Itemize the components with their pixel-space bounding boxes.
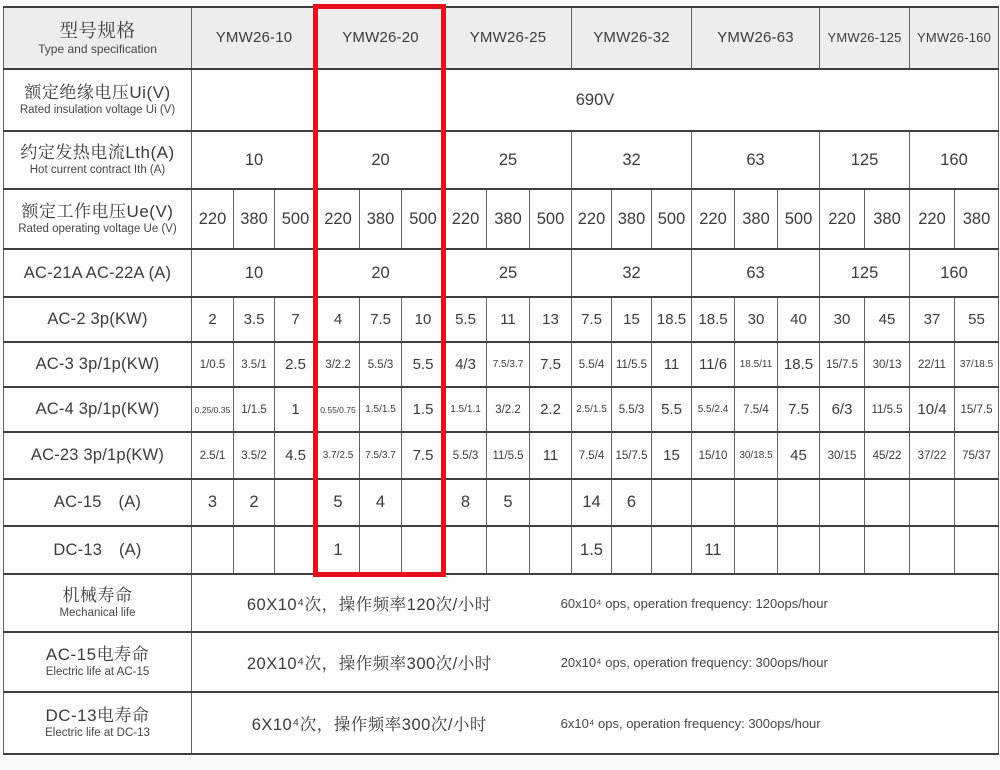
- model-header-cell: [445, 7, 572, 69]
- row-label: [4, 692, 192, 754]
- value-cell: 500: [778, 189, 820, 249]
- value-cell: 75/37: [955, 432, 999, 479]
- value-cell: 220: [692, 189, 735, 249]
- model-header-cell: [820, 7, 910, 69]
- model-name: YMW26-63: [717, 29, 794, 46]
- value-cell: [487, 526, 530, 574]
- value-cell: 3/2.2: [317, 342, 360, 387]
- row-label: [4, 189, 192, 249]
- model-header-cell: [192, 7, 317, 69]
- value-cell: [530, 526, 572, 574]
- row-label: [4, 342, 192, 387]
- value-cell: 3: [192, 479, 234, 526]
- row-label-en: Mechanical life: [59, 607, 136, 620]
- value-cell: 2: [234, 479, 275, 526]
- spec-table: [3, 6, 999, 755]
- model-header-cell: [572, 7, 692, 69]
- model-header-cell: [317, 7, 445, 69]
- row-label-text: AC-2 3p(KW): [47, 310, 148, 328]
- row-mechanical-life: [4, 574, 999, 632]
- value-cell: 7.5: [778, 387, 820, 432]
- value-cell: 220: [572, 189, 612, 249]
- group-value-cell: 160: [910, 131, 999, 189]
- group-value-cell: 125: [820, 249, 910, 297]
- row-label-text: DC-13 (A): [53, 540, 142, 559]
- row-label: [4, 432, 192, 479]
- value-cell: 7.5/3.7: [487, 342, 530, 387]
- value-cell: 37/22: [910, 432, 955, 479]
- model-name: YMW26-25: [469, 29, 547, 46]
- value-cell: 500: [530, 189, 572, 249]
- row-operating-voltage: [4, 189, 999, 249]
- row-label: [4, 131, 192, 189]
- model-name: YMW26-10: [215, 29, 293, 46]
- value-cell: [612, 526, 652, 574]
- life-text-en: 6x10⁴ ops, operation frequency: 300ops/hour: [560, 715, 821, 731]
- spec-table-wrap: [3, 6, 999, 755]
- row-ac15: [4, 479, 999, 526]
- row-dc13-electric-life: [4, 692, 999, 754]
- model-header-cell: [692, 7, 820, 69]
- value-cell: 4: [317, 297, 360, 342]
- row-label: [4, 479, 192, 526]
- value-cell: 3.5/1: [234, 342, 275, 387]
- value-cell: [910, 479, 955, 526]
- value-cell: 30: [735, 297, 778, 342]
- model-name: YMW26-125: [827, 30, 902, 45]
- value-cell: 30/15: [820, 432, 865, 479]
- value-cell: [820, 526, 865, 574]
- value-cell: [910, 526, 955, 574]
- value-cell: 500: [652, 189, 692, 249]
- value-cell: 1: [317, 526, 360, 574]
- value-cell: 45/22: [865, 432, 910, 479]
- value-cell: 220: [192, 189, 234, 249]
- value-cell: 2.2: [530, 387, 572, 432]
- value-cell: [778, 526, 820, 574]
- row-label-text: AC-4 3p/1p(KW): [35, 400, 160, 418]
- row-label-zh: 额定绝缘电压Ui(V): [24, 83, 171, 103]
- value-cell: 40: [778, 297, 820, 342]
- group-value-cell: 63: [692, 131, 820, 189]
- value-cell: 3.5: [234, 297, 275, 342]
- group-value-cell: 10: [192, 131, 317, 189]
- row-label: [4, 526, 192, 574]
- group-value-cell: 160: [910, 249, 999, 297]
- life-text-row: [192, 711, 998, 735]
- group-value-cell: 32: [572, 249, 692, 297]
- row-ac2-3p: [4, 297, 999, 342]
- value-cell: 7.5: [402, 432, 445, 479]
- value-cell: 500: [275, 189, 317, 249]
- row-label: [4, 69, 192, 131]
- value-cell: 1/0.5: [192, 342, 234, 387]
- row-label-zh: 机械寿命: [62, 586, 133, 606]
- value-cell: [402, 479, 445, 526]
- value-cell: 2: [192, 297, 234, 342]
- value-cell: 15: [612, 297, 652, 342]
- value-cell: 30/13: [865, 342, 910, 387]
- row-ac3-3p1p: [4, 342, 999, 387]
- model-name: YMW26-20: [342, 29, 419, 46]
- row-label-zh: DC-13电寿命: [45, 706, 150, 726]
- life-text-row: [192, 650, 998, 674]
- value-cell: 5.5/3: [612, 387, 652, 432]
- model-name: YMW26-32: [593, 29, 670, 46]
- value-cell: 15/10: [692, 432, 735, 479]
- value-cell: 11: [487, 297, 530, 342]
- value-cell: [735, 479, 778, 526]
- value-cell: [275, 479, 317, 526]
- value-cell: 1: [275, 387, 317, 432]
- group-value-cell: 25: [445, 131, 572, 189]
- value-cell: 5: [317, 479, 360, 526]
- value-cell: 5.5/3: [445, 432, 487, 479]
- life-text-en: 60x10⁴ ops, operation frequency: 120ops/hour: [560, 595, 828, 611]
- group-value-cell: 25: [445, 249, 572, 297]
- value-cell: 7.5: [360, 297, 402, 342]
- value-cell: 690V: [192, 69, 999, 131]
- life-text-en: 20x10⁴ ops, operation frequency: 300ops/hour: [560, 654, 828, 670]
- value-cell: [692, 479, 735, 526]
- model-header-cell: [910, 7, 999, 69]
- group-value-cell: 63: [692, 249, 820, 297]
- group-value-cell: 20: [317, 131, 445, 189]
- value-cell: 18.5: [692, 297, 735, 342]
- value-cell: 11/5.5: [487, 432, 530, 479]
- value-cell: 5.5/3: [360, 342, 402, 387]
- row-thermal-current: [4, 131, 999, 189]
- row-dc13: [4, 526, 999, 574]
- value-cell: 11/5.5: [612, 342, 652, 387]
- life-text-zh: 20X10⁴次，操作频率300次/小时: [246, 655, 492, 673]
- value-cell: 11: [652, 342, 692, 387]
- value-cell: 380: [360, 189, 402, 249]
- row-ac15-electric-life: [4, 632, 999, 692]
- value-cell: 45: [778, 432, 820, 479]
- value-cell: [865, 479, 910, 526]
- row-label-zh: 型号规格: [59, 20, 136, 42]
- value-cell: 37: [910, 297, 955, 342]
- value-cell: 2.5: [275, 342, 317, 387]
- value-cell: 500: [402, 189, 445, 249]
- group-value-cell: 32: [572, 131, 692, 189]
- row-label: [4, 574, 192, 632]
- value-cell: [735, 526, 778, 574]
- life-text-zh: 60X10⁴次，操作频率120次/小时: [246, 596, 492, 614]
- value-cell: 15/7.5: [820, 342, 865, 387]
- value-cell: [955, 479, 999, 526]
- value-cell: 15: [652, 432, 692, 479]
- value-cell: 7.5: [530, 342, 572, 387]
- row-label-text: AC-23 3p/1p(KW): [30, 446, 165, 464]
- value-cell: 15/7.5: [612, 432, 652, 479]
- value-cell: 220: [317, 189, 360, 249]
- value-cell: 3.5/2: [234, 432, 275, 479]
- value-cell: 380: [612, 189, 652, 249]
- row-label-zh: 额定工作电压Ue(V): [21, 202, 174, 222]
- row-label-en: Electric life at AC-15: [45, 666, 150, 679]
- value-cell: 11: [692, 526, 735, 574]
- value-cell: 1.5/1.1: [445, 387, 487, 432]
- group-value-cell: 20: [317, 249, 445, 297]
- value-cell: 5.5/2.4: [692, 387, 735, 432]
- value-cell: 11/6: [692, 342, 735, 387]
- row-label-en: Electric life at DC-13: [45, 727, 150, 740]
- row-label: [4, 632, 192, 692]
- group-value-cell: 125: [820, 131, 910, 189]
- value-cell: 380: [865, 189, 910, 249]
- row-label-zh: AC-15电寿命: [45, 645, 150, 665]
- model-name: YMW26-160: [916, 30, 992, 45]
- value-cell: 6: [612, 479, 652, 526]
- value-cell: 18.5: [652, 297, 692, 342]
- value-cell: 220: [445, 189, 487, 249]
- value-cell: 7.5: [572, 297, 612, 342]
- row-label: [4, 387, 192, 432]
- value-cell: 1.5/1.5: [360, 387, 402, 432]
- value-cell: [955, 526, 999, 574]
- value-cell: [865, 526, 910, 574]
- value-cell: 1.5: [572, 526, 612, 574]
- value-cell: [402, 526, 445, 574]
- value-cell: [360, 526, 402, 574]
- value-cell: 14: [572, 479, 612, 526]
- value-cell: 0.55/0.75: [317, 387, 360, 432]
- value-cell: 220: [820, 189, 865, 249]
- row-label-text: AC-21A AC-22A (A): [23, 263, 172, 282]
- value-cell: 11/5.5: [865, 387, 910, 432]
- life-text-row: [192, 591, 998, 615]
- value-cell: 8: [445, 479, 487, 526]
- value-cell: 380: [234, 189, 275, 249]
- value-cell: 380: [487, 189, 530, 249]
- value-cell: [530, 479, 572, 526]
- value-cell: [778, 479, 820, 526]
- value-cell: 5: [487, 479, 530, 526]
- row-ac23-3p1p: [4, 432, 999, 479]
- value-cell: 2.5/1: [192, 432, 234, 479]
- value-cell: 0.25/0.35: [192, 387, 234, 432]
- header-row: [4, 7, 999, 69]
- value-cell: [445, 526, 487, 574]
- row-ac21a-ac22a: [4, 249, 999, 297]
- row-insulation-voltage: [4, 69, 999, 131]
- value-cell: 55: [955, 297, 999, 342]
- value-cell: 30/18.5: [735, 432, 778, 479]
- group-value-cell: 10: [192, 249, 317, 297]
- row-label-text: AC-3 3p/1p(KW): [35, 355, 160, 373]
- life-cell: [192, 574, 999, 632]
- value-cell: 2.5/1.5: [572, 387, 612, 432]
- value-cell: 10/4: [910, 387, 955, 432]
- value-cell: 5.5/4: [572, 342, 612, 387]
- life-text-zh: 6X10⁴次，操作频率300次/小时: [251, 716, 487, 734]
- value-cell: [234, 526, 275, 574]
- row-ac4-3p1p: [4, 387, 999, 432]
- value-cell: 5.5: [652, 387, 692, 432]
- value-cell: 7.5/3.7: [360, 432, 402, 479]
- value-cell: 6/3: [820, 387, 865, 432]
- value-cell: 380: [735, 189, 778, 249]
- value-cell: 7.5/4: [735, 387, 778, 432]
- life-cell: [192, 692, 999, 754]
- value-cell: 5.5: [445, 297, 487, 342]
- value-cell: 7: [275, 297, 317, 342]
- value-cell: 45: [865, 297, 910, 342]
- value-cell: 7.5/4: [572, 432, 612, 479]
- value-cell: 1/1.5: [234, 387, 275, 432]
- value-cell: 18.5/11: [735, 342, 778, 387]
- value-cell: 37/18.5: [955, 342, 999, 387]
- value-cell: 380: [955, 189, 999, 249]
- row-label-text: AC-15 (A): [53, 493, 142, 511]
- row-label: [4, 249, 192, 297]
- row-label-en: Rated insulation voltage Ui (V): [19, 104, 176, 117]
- value-cell: 10: [402, 297, 445, 342]
- value-cell: 22/11: [910, 342, 955, 387]
- value-cell: 18.5: [778, 342, 820, 387]
- row-label-zh: 约定发热电流Lth(A): [20, 143, 175, 163]
- value-cell: 4.5: [275, 432, 317, 479]
- value-cell: 5.5: [402, 342, 445, 387]
- value-cell: 3.7/2.5: [317, 432, 360, 479]
- value-cell: [192, 526, 234, 574]
- value-cell: 1.5: [402, 387, 445, 432]
- value-cell: [652, 479, 692, 526]
- value-cell: 15/7.5: [955, 387, 999, 432]
- row-label-en: Hot current contract Ith (A): [29, 164, 166, 177]
- row-label-en: Rated operating voltage Ue (V): [18, 223, 177, 236]
- value-cell: [652, 526, 692, 574]
- life-cell: [192, 632, 999, 692]
- value-cell: 11: [530, 432, 572, 479]
- row-label: [4, 297, 192, 342]
- row-label-en: Type and specification: [38, 42, 157, 57]
- value-cell: 4/3: [445, 342, 487, 387]
- value-cell: 3/2.2: [487, 387, 530, 432]
- value-cell: [820, 479, 865, 526]
- value-cell: 220: [910, 189, 955, 249]
- row-label: [4, 7, 192, 69]
- value-cell: 4: [360, 479, 402, 526]
- value-cell: [275, 526, 317, 574]
- value-cell: 13: [530, 297, 572, 342]
- value-cell: 30: [820, 297, 865, 342]
